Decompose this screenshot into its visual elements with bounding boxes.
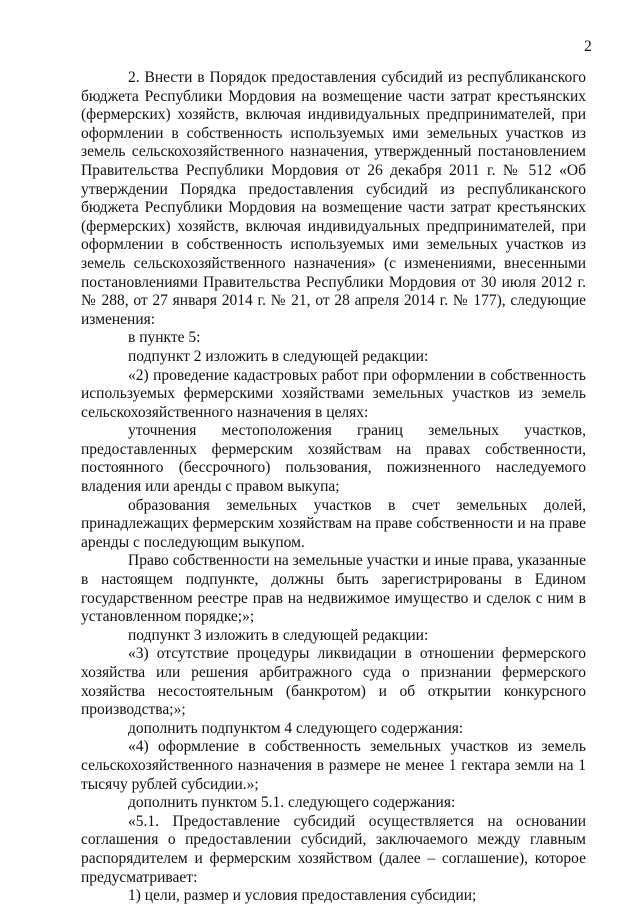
paragraph-item-1: 1) цели, размер и условия предоставления субсидии;	[128, 887, 477, 905]
paragraph-boundaries: уточнения местоположения границ земельных участков, предоставленных фермерским хозяйствам на правах собственности, постоянного (бессрочного) пользования, пожизненного наследуемого владения или аренды с правом выкупа;	[81, 422, 586, 496]
paragraph-ownership-registration: Право собственности на земельные участки и иные права, указанные в настоящем подпункте, должны быть зарегистрированы в Едином государственном реестре прав на недвижимое имущество и сделок с ним в установленном порядке;»;	[81, 552, 586, 626]
paragraph-subpoint-2-instruction: подпункт 2 изложить в следующей редакции:	[128, 347, 429, 365]
paragraph-point-5-1-instruction: дополнить пунктом 5.1. следующего содержания:	[128, 794, 456, 812]
paragraph-subpoint-4-text: «4) оформление в собственность земельных участков из земель сельскохозяйственного назначения в размере не менее 1 гектара земли на 1 тысячу рублей субсидии.»;	[81, 738, 586, 793]
paragraph-land-shares: образования земельных участков в счет земельных долей, принадлежащих фермерским хозяйствам на праве собственности и на праве аренды с последующим выкупом.	[81, 496, 586, 551]
paragraph-point-5: в пункте 5:	[128, 329, 201, 347]
paragraph-subpoint-4-instruction: дополнить подпунктом 4 следующего содержания:	[128, 719, 464, 737]
paragraph-subpoint-3-text: «3) отсутствие процедуры ликвидации в отношении фермерского хозяйства или решения арбитражного суда о признании фермерского хозяйства несостоятельным (банкротом) и об открытии конкурсного производства;»;	[81, 645, 586, 719]
paragraph-point-5-1-text: «5.1. Предоставление субсидий осуществляется на основании соглашения о предоставлении субсидий, заключаемого между главным распорядителем и фермерским хозяйством (далее – соглашение), которое предусматривает:	[81, 812, 586, 886]
paragraph-amendment-intro: 2. Внести в Порядок предоставления субсидий из республиканского бюджета Республики Мордовия на возмещение части затрат крестьянских (фермерских) хозяйств, включая индивидуальных предпринимателей, при оформлении в собственность используемых ими земельных участков из земель сельскохозяйственного назначения, утвержденный постановлением Правительства Республики Мордовия от 26 декабря 2011 г. № 512 «Об утверждении Порядка предоставления субсидий из республиканского бюджета Республики Мордовия на возмещение части затрат крестьянских (фермерских) хозяйств, включая индивидуальных предпринимателей, при оформлении в собственность используемых ими земельных участков из земель сельскохозяйственного назначения» (с изменениями, внесенными постановлениями Правительства Республики Мордовия от 30 июля 2012 г. № 288, от 27 января 2014 г. № 21, от 28 апреля 2014 г. № 177), следующие изменения:	[81, 69, 586, 328]
paragraph-subpoint-2-text: «2) проведение кадастровых работ при оформлении в собственность используемых фермерскими хозяйствами земельных участков из земель сельскохозяйственного назначения в целях:	[81, 366, 586, 421]
paragraph-subpoint-3-instruction: подпункт 3 изложить в следующей редакции:	[128, 626, 429, 644]
page-number: 2	[584, 38, 592, 55]
document-body	[81, 69, 586, 906]
